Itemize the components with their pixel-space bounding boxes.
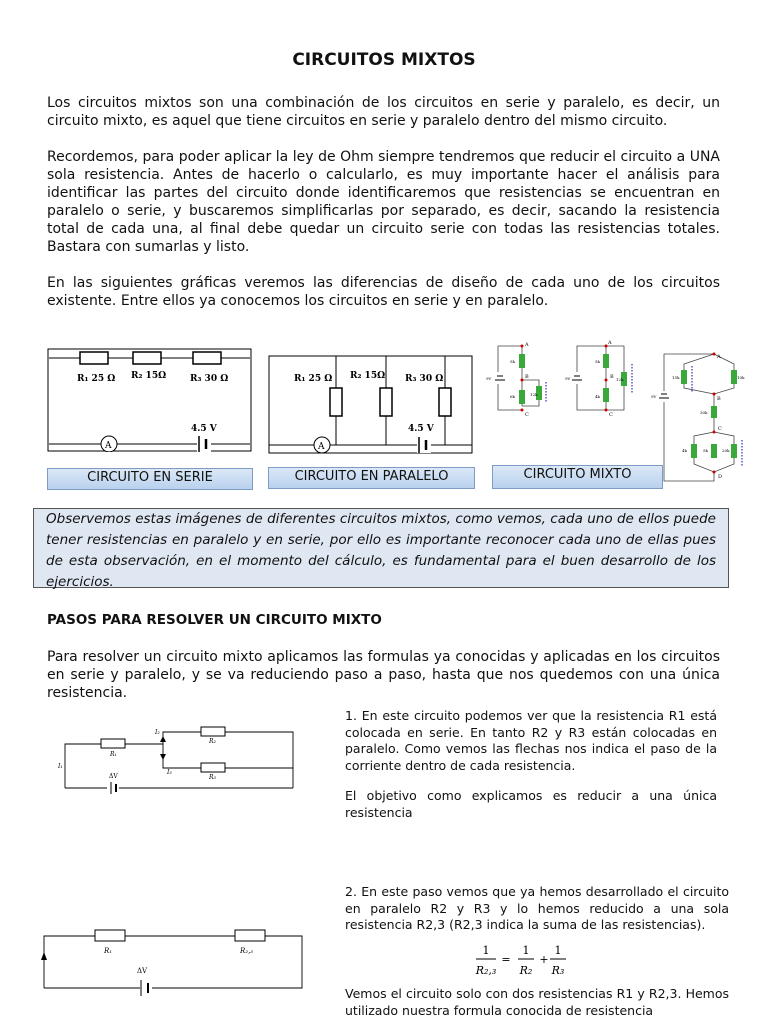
svg-text:ΔV: ΔV xyxy=(109,773,118,780)
svg-text:D: D xyxy=(718,474,723,480)
step2-circuit-diagram xyxy=(40,926,305,1000)
svg-text:I₁: I₁ xyxy=(58,763,63,770)
series-r3-label: R₃ 30 Ω xyxy=(190,374,229,384)
parallel-voltage-label: 4.5 V xyxy=(408,424,434,434)
svg-text:9V: 9V xyxy=(651,394,657,399)
svg-text:12k: 12k xyxy=(530,392,538,397)
series-circuit-diagram xyxy=(47,348,252,452)
parallel-caption: CIRCUITO EN PARALELO xyxy=(268,467,475,489)
series-r1-label: R₁ 25 Ω xyxy=(77,374,116,384)
svg-text:1: 1 xyxy=(522,944,530,957)
svg-text:15k: 15k xyxy=(672,375,680,380)
svg-text:1: 1 xyxy=(482,944,490,957)
svg-text:1: 1 xyxy=(554,944,562,957)
svg-text:12k: 12k xyxy=(616,377,624,382)
ohm-paragraph: Recordemos, para poder aplicar la ley de Ohm siempre tendremos que reducir el circuito a UNA sola resistencia. Antes de hacerlo o calcularlo, es muy importante hacer el análisis para identificar las partes del circuito donde identificaremos que resistencias se encuentran en paralelo o serie, y buscaremos simplificarlas por separado, es decir, sacando la resistencia total de cada una, al final debe quedar un circuito serie con todas las resistencias totales. Bastara con sumarlas y listo. xyxy=(47,149,720,255)
svg-text:30k: 30k xyxy=(700,410,708,415)
svg-text:4k: 4k xyxy=(682,448,687,453)
observation-note: Observemos estas imágenes de diferentes circuitos mixtos, como vemos, cada uno de ellos puede tener resistencias en paralelo y en serie, por ello es importante reconocer cada uno de ellas pues de esta observación, en el momento del cálculo, es fundamental para el buen desarrollo de los ejercicios. xyxy=(33,508,729,588)
svg-text:B: B xyxy=(717,396,721,402)
svg-text:5k: 5k xyxy=(703,448,708,453)
step2-followup: Vemos el circuito solo con dos resistencias R1 y R2,3. Hemos utilizado nuestra formula conocida de resistencia xyxy=(345,986,729,1018)
parallel-r1-label: R₁ 25 Ω xyxy=(294,374,333,384)
svg-text:4k: 4k xyxy=(595,394,600,399)
section-heading: PASOS PARA RESOLVER UN CIRCUITO MIXTO xyxy=(47,612,382,628)
svg-text:9V: 9V xyxy=(565,376,571,381)
svg-text:ΔV: ΔV xyxy=(137,967,148,975)
svg-text:A: A xyxy=(525,342,529,348)
svg-text:=: = xyxy=(501,953,511,966)
svg-text:B: B xyxy=(610,374,614,380)
svg-text:R₂: R₂ xyxy=(209,738,216,745)
svg-text:I₂: I₂ xyxy=(155,729,160,736)
page-title: CIRCUITOS MIXTOS xyxy=(292,50,476,70)
svg-text:R₂,₃: R₂,₃ xyxy=(475,964,497,977)
step2-text: 2. En este paso vemos que ya hemos desarrollado el circuito en paralelo R2 y R3 y lo hemos reducido a una sola resistencia R2,3 (R2,3 indica la suma de las resistencias). xyxy=(345,884,729,932)
parallel-ammeter-label: A xyxy=(318,442,325,452)
svg-text:A: A xyxy=(608,340,612,346)
step1-objective: El objetivo como explicamos es reducir a una única resistencia xyxy=(345,788,717,820)
svg-text:10k: 10k xyxy=(737,375,745,380)
svg-text:R₁: R₁ xyxy=(104,947,113,955)
svg-text:R₃: R₃ xyxy=(209,774,216,781)
step1-circuit-diagram xyxy=(55,722,300,800)
svg-text:C: C xyxy=(718,426,722,432)
series-caption: CIRCUITO EN SERIE xyxy=(47,468,253,490)
intro-paragraph: Los circuitos mixtos son una combinación de los circuitos en serie y paralelo, es decir, un circuito mixto, es aquel que tiene circuitos en serie y paralelo dentro del mismo circuito. xyxy=(47,95,720,129)
mixed-circuit-diagrams xyxy=(484,336,754,486)
svg-text:6k: 6k xyxy=(510,394,515,399)
svg-text:5k: 5k xyxy=(595,359,600,364)
series-ammeter-label: A xyxy=(105,441,112,451)
parallel-r3-label: R₃ 30 Ω xyxy=(405,374,444,384)
series-voltage-label: 4.5 V xyxy=(191,424,217,434)
svg-text:A: A xyxy=(717,354,721,360)
parallel-circuit-diagram xyxy=(268,355,474,455)
steps-intro-paragraph: Para resolver un circuito mixto aplicamos las formulas ya conocidas y aplicadas en los circuitos en serie y paralelo, y se va reduciendo paso a paso, hasta que nos quedemos con una única resistencia. xyxy=(47,649,720,701)
svg-text:I₃: I₃ xyxy=(167,769,172,776)
series-r2-label: R₂ 15Ω xyxy=(131,371,167,381)
svg-text:C: C xyxy=(609,412,613,418)
mixed-caption: CIRCUITO MIXTO xyxy=(492,465,663,489)
svg-text:B: B xyxy=(525,374,529,380)
svg-text:R₂: R₂ xyxy=(519,964,533,977)
svg-text:R₂,₃: R₂,₃ xyxy=(240,947,254,955)
svg-text:20k: 20k xyxy=(722,448,730,453)
svg-text:C: C xyxy=(525,412,529,418)
step2-formula xyxy=(470,940,580,982)
step1-text: 1. En este circuito podemos ver que la resistencia R1 está colocada en serie. En tanto R2 y R3 están colocadas en paralelo. Como vemos las flechas nos indica el paso de la corriente dentro de cada resistencia. xyxy=(345,708,717,773)
graphics-paragraph: En las siguientes gráficas veremos las diferencias de diseño de cada uno de los circuitos existente. Entre ellos ya conocemos los circuitos en serie y en paralelo. xyxy=(47,275,720,309)
svg-text:R₁: R₁ xyxy=(110,751,117,758)
svg-text:+: + xyxy=(539,953,549,966)
svg-text:9V: 9V xyxy=(486,376,492,381)
parallel-r2-label: R₂ 15Ω xyxy=(350,371,386,381)
svg-text:5k: 5k xyxy=(510,359,515,364)
svg-text:R₃: R₃ xyxy=(551,964,565,977)
